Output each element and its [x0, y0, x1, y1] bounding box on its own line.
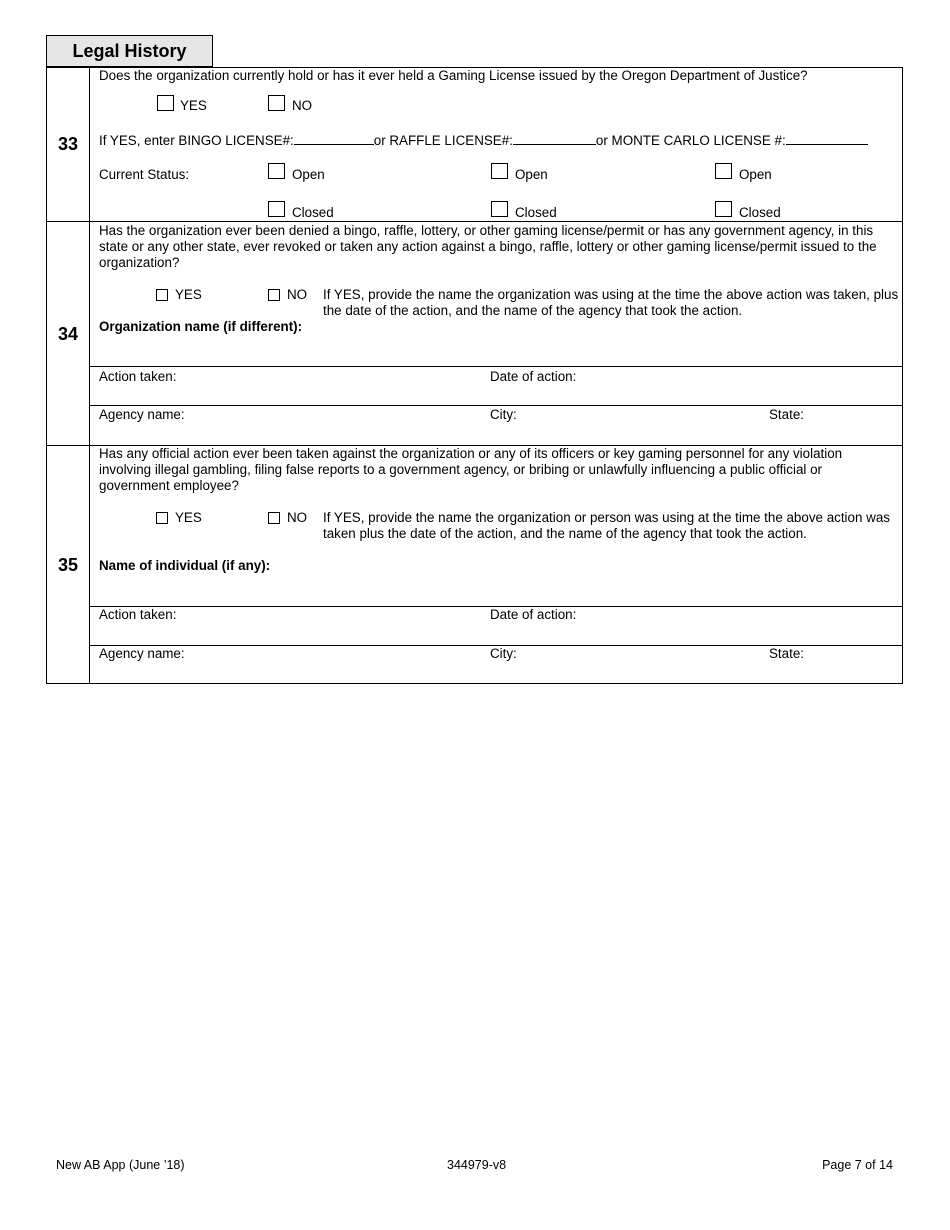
q33-bingo-label: If YES, enter BINGO LICENSE#: [99, 133, 294, 148]
section-title: Legal History [46, 35, 213, 67]
q34-name-divider [89, 366, 903, 367]
q33-question: Does the organization currently hold or has it ever held a Gaming License issued by the Oregon Department of Justice? [99, 68, 808, 83]
q34-date-of-action-label: Date of action: [490, 369, 577, 384]
monte-closed-checkbox[interactable] [715, 201, 732, 217]
q35-no-label: NO [287, 510, 308, 525]
question-number-34: 34 [57, 324, 79, 344]
monte-open-label: Open [739, 167, 772, 182]
q34-no-label: NO [287, 287, 308, 302]
footer-document-id: 344979-v8 [447, 1158, 507, 1172]
question-number-35: 35 [57, 555, 79, 575]
table-right-border [902, 67, 903, 684]
bingo-open-checkbox[interactable] [268, 163, 285, 179]
q34-organization-name-label: Organization name (if different): [99, 319, 303, 334]
monte-open-checkbox[interactable] [715, 163, 732, 179]
q35-state-label: State: [769, 646, 804, 661]
q33-yes-checkbox[interactable] [157, 95, 174, 111]
table-left-border [46, 67, 47, 684]
q34-agency-name-label: Agency name: [99, 407, 185, 422]
raffle-open-checkbox[interactable] [491, 163, 508, 179]
q35-individual-name-label: Name of individual (if any): [99, 558, 271, 573]
bingo-closed-checkbox[interactable] [268, 201, 285, 217]
q34-yes-checkbox[interactable] [156, 289, 168, 301]
q33-raffle-label: or RAFFLE LICENSE#: [373, 133, 513, 148]
q33-status-label: Current Status: [99, 167, 190, 182]
footer-form-version: New AB App (June ’18) [56, 1158, 185, 1172]
q34-action-divider [89, 405, 903, 406]
monte-carlo-license-field[interactable] [786, 131, 868, 145]
q35-date-of-action-label: Date of action: [490, 607, 577, 622]
raffle-open-label: Open [515, 167, 548, 182]
q35-yes-checkbox[interactable] [156, 512, 168, 524]
q35-city-label: City: [490, 646, 517, 661]
number-column-divider [89, 67, 90, 684]
row-divider-33-34 [46, 221, 903, 222]
q35-instruction: If YES, provide the name the organization or person was using at the time the above action was taken plus the date of the action, and the name of the agency that took the action. [323, 510, 890, 541]
q33-license-line [99, 131, 868, 149]
raffle-closed-checkbox[interactable] [491, 201, 508, 217]
bingo-closed-label: Closed [292, 205, 334, 220]
monte-closed-label: Closed [739, 205, 781, 220]
q33-yes-label: YES [180, 98, 207, 113]
raffle-license-field[interactable] [513, 131, 596, 145]
bingo-license-field[interactable] [294, 131, 374, 145]
q35-action-taken-label: Action taken: [99, 607, 177, 622]
q33-monte-label: or MONTE CARLO LICENSE #: [595, 133, 786, 148]
raffle-closed-label: Closed [515, 205, 557, 220]
q35-no-checkbox[interactable] [268, 512, 280, 524]
bingo-open-label: Open [292, 167, 325, 182]
footer-page-number: Page 7 of 14 [822, 1158, 893, 1172]
q33-no-label: NO [292, 98, 313, 113]
q35-question: Has any official action ever been taken against the organization or any of its officers or key gaming personnel for any violation involving illegal gambling, filing false reports to a government agency, or bribing or unlawfully influencing a public official or government employee? [99, 446, 843, 493]
q34-yes-label: YES [175, 287, 202, 302]
q35-yes-label: YES [175, 510, 202, 525]
q35-agency-name-label: Agency name: [99, 646, 185, 661]
table-bottom-border [46, 683, 903, 684]
q34-city-label: City: [490, 407, 517, 422]
q33-no-checkbox[interactable] [268, 95, 285, 111]
q34-question: Has the organization ever been denied a bingo, raffle, lottery, or other gaming license/permit or has any government agency, in this state or any other state, ever revoked or taken any action against a bingo, raffle, lottery or other gaming license/permit issued to the organization? [99, 223, 877, 270]
q34-no-checkbox[interactable] [268, 289, 280, 301]
question-number-33: 33 [57, 134, 79, 154]
q34-action-taken-label: Action taken: [99, 369, 177, 384]
q34-instruction: If YES, provide the name the organization was using at the time the above action was taken, plus the date of the action, and the name of the agency that took the action. [323, 287, 899, 318]
q34-state-label: State: [769, 407, 804, 422]
